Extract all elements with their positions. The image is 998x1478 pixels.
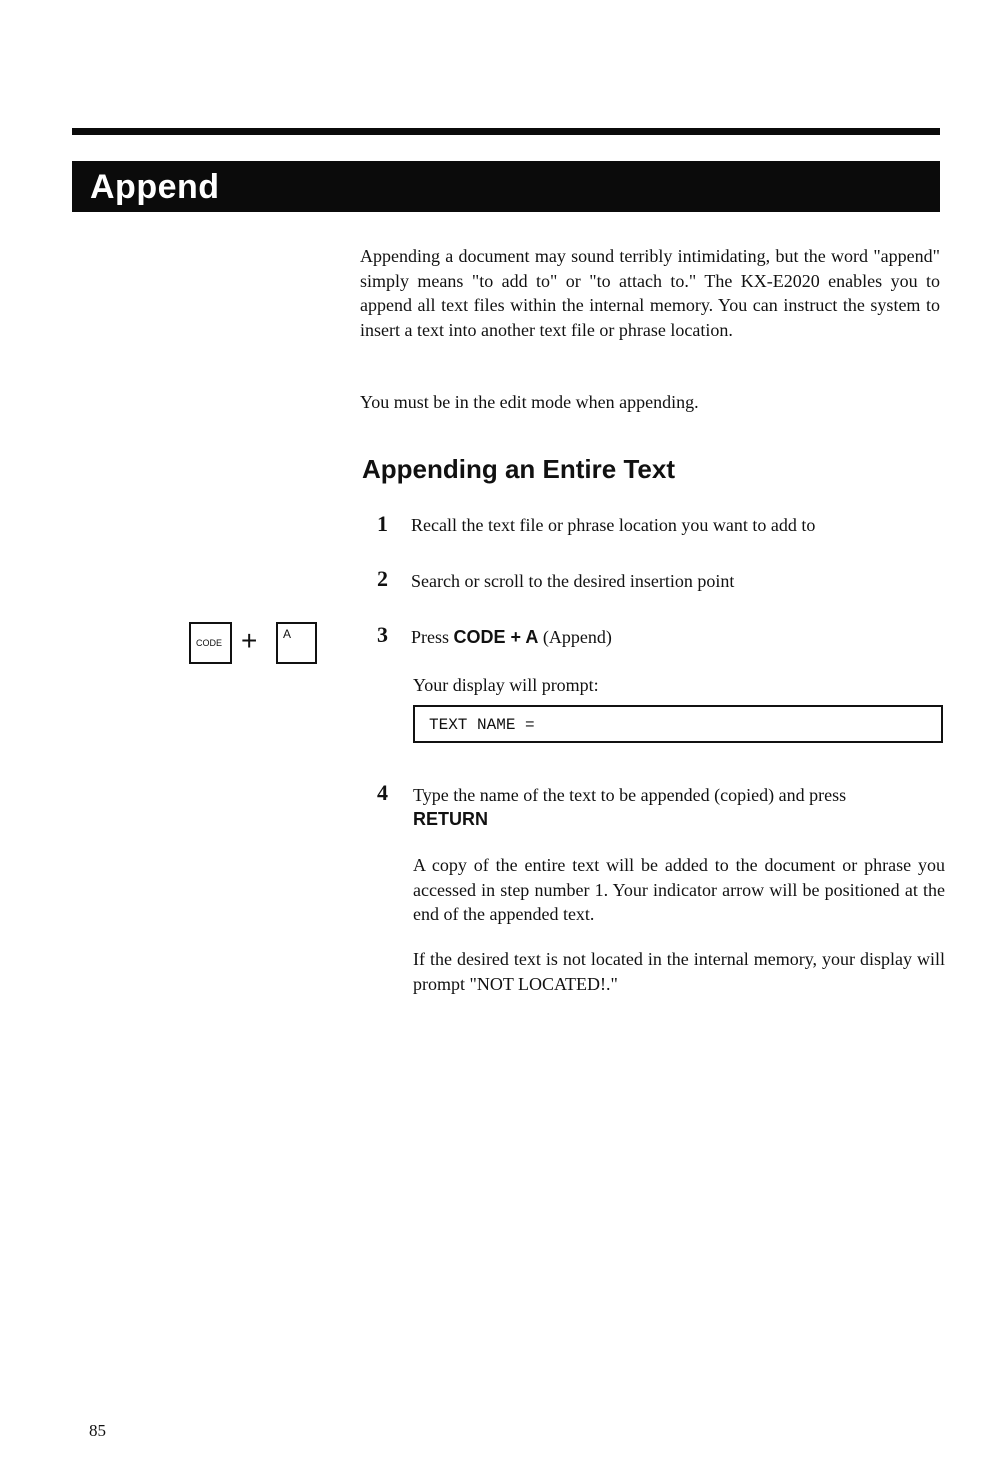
step-3-prefix: Press bbox=[411, 627, 450, 647]
step-3-suffix: (Append) bbox=[542, 627, 612, 647]
step-4-text: Type the name of the text to be appended (copied) and press bbox=[413, 785, 847, 805]
page-title: Append bbox=[90, 168, 220, 206]
display-prompt-box bbox=[413, 705, 943, 743]
code-key-label: CODE bbox=[196, 638, 223, 648]
step-number: 1 bbox=[377, 511, 388, 536]
step-text bbox=[413, 783, 945, 831]
step-text: Search or scroll to the desired insertion point bbox=[411, 571, 735, 591]
not-located-paragraph: If the desired text is not located in the internal memory, your display will prompt "NOT LOCATED!." bbox=[413, 949, 945, 994]
step-number: 2 bbox=[377, 566, 388, 591]
return-key-label: RETURN bbox=[413, 809, 488, 829]
page-number: 85 bbox=[89, 1421, 106, 1440]
copy-result-paragraph: A copy of the entire text will be added to the document or phrase you accessed in step number 1. Your indicator arrow will be positioned at the end of the appended text. bbox=[413, 855, 945, 924]
edit-mode-note: You must be in the edit mode when appending. bbox=[360, 392, 699, 412]
step-text bbox=[411, 625, 945, 649]
a-key-label: A bbox=[283, 627, 292, 641]
section-heading: Appending an Entire Text bbox=[362, 454, 675, 484]
a-key-icon bbox=[276, 622, 317, 664]
plus-sign: + bbox=[241, 625, 258, 656]
step-number: 3 bbox=[377, 622, 388, 647]
code-key-icon bbox=[189, 622, 232, 664]
display-prompt-text: TEXT NAME = bbox=[429, 716, 535, 734]
top-rule bbox=[72, 128, 940, 135]
step-text: Recall the text file or phrase location you want to add to bbox=[411, 515, 816, 535]
intro-paragraph: Appending a document may sound terribly intimidating, but the word "append" simply means "to add to" or "to attach to." The KX-E2020 enables you to append all text files within the internal memory. You can instruct the system to insert a text into another text file or phrase location. bbox=[360, 246, 940, 340]
title-bar bbox=[72, 161, 940, 212]
prompt-intro: Your display will prompt: bbox=[413, 675, 599, 695]
step-3-keys: CODE + A bbox=[453, 627, 539, 647]
step-number: 4 bbox=[377, 780, 388, 805]
